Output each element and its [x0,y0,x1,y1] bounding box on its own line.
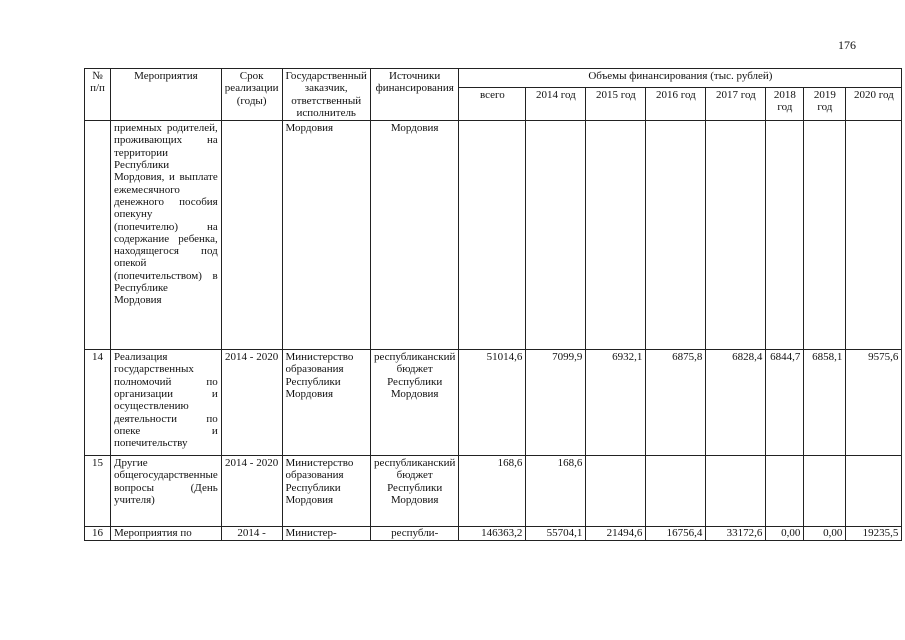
row-source: Мордовия [370,121,458,350]
row-value-2018: 6844,7 [766,350,804,456]
row-value-2019: 6858,1 [804,350,846,456]
page-number: 176 [838,38,856,52]
table-row [85,456,902,527]
row-customer: Министерство образования Республики Мордовия [282,350,370,456]
row-value-total [459,121,526,350]
row-value-2018 [766,456,804,527]
row-value-total: 51014,6 [459,350,526,456]
header-year-2017: 2017 год [706,87,766,121]
header-year-2019: 2019 год [804,87,846,121]
row-value-2020: 19235,5 [846,527,902,541]
row-value-2019: 0,00 [804,527,846,541]
header-num: № п/п [85,69,111,121]
row-value-2017 [706,121,766,350]
row-value-2017: 6828,4 [706,350,766,456]
header-year-2018: 2018 год [766,87,804,121]
row-source: республи- [370,527,458,541]
row-value-2015: 21494,6 [586,527,646,541]
header-year-2015: 2015 год [586,87,646,121]
row-term: 2014 - [221,527,282,541]
row-value-2014 [526,121,586,350]
header-measures: Мероприятия [111,69,222,121]
row-value-2017: 33172,6 [706,527,766,541]
row-value-2018: 0,00 [766,527,804,541]
table-row [85,527,902,541]
header-customer: Государственный заказчик, ответственный исполнитель [282,69,370,121]
row-term [221,121,282,350]
row-value-2020 [846,456,902,527]
row-num [85,121,111,350]
row-value-2014: 7099,9 [526,350,586,456]
row-customer: Министер- [282,527,370,541]
row-value-2016 [646,121,706,350]
row-value-2020: 9575,6 [846,350,902,456]
row-num: 14 [85,350,111,456]
row-num: 16 [85,527,111,541]
row-value-total: 168,6 [459,456,526,527]
row-value-2016: 16756,4 [646,527,706,541]
row-value-2018 [766,121,804,350]
row-value-2019 [804,121,846,350]
row-source: республиканский бюджет Республики Мордовия [370,350,458,456]
header-sources: Источники финансирования [370,69,458,121]
row-measure: Другие общегосударственные вопросы (День учителя) [111,456,222,527]
row-value-2014: 55704,1 [526,527,586,541]
row-term: 2014 - 2020 [221,456,282,527]
funding-table [84,68,902,541]
row-value-2015: 6932,1 [586,350,646,456]
row-value-2017 [706,456,766,527]
row-value-2019 [804,456,846,527]
row-term: 2014 - 2020 [221,350,282,456]
header-year-total: всего [459,87,526,121]
header-year-2016: 2016 год [646,87,706,121]
row-value-2014: 168,6 [526,456,586,527]
header-funding-group: Объемы финансирования (тыс. рублей) [459,69,902,88]
row-measure: Реализация государственных полномочий по организации и осуществлению деятельности по опеке и попечительству [111,350,222,456]
row-value-2016: 6875,8 [646,350,706,456]
row-customer: Министерство образования Республики Мордовия [282,456,370,527]
table-row [85,350,902,456]
table-row [85,121,902,350]
row-value-2015 [586,121,646,350]
header-year-2020: 2020 год [846,87,902,121]
row-measure: приемных родителей, проживающих на территории Республики Мордовия, и выплате ежемесячного денежного пособия опекуну (попечителю) на содержание ребенка, находящегося под опекой (попечительством) в Республике Мордовия [111,121,222,350]
header-year-2014: 2014 год [526,87,586,121]
row-customer: Мордовия [282,121,370,350]
row-value-2020 [846,121,902,350]
header-term: Срок реализации (годы) [221,69,282,121]
row-value-2015 [586,456,646,527]
header-row [85,69,902,88]
row-measure: Мероприятия по [111,527,222,541]
row-value-total: 146363,2 [459,527,526,541]
row-value-2016 [646,456,706,527]
row-source: республиканский бюджет Республики Мордовия [370,456,458,527]
row-num: 15 [85,456,111,527]
